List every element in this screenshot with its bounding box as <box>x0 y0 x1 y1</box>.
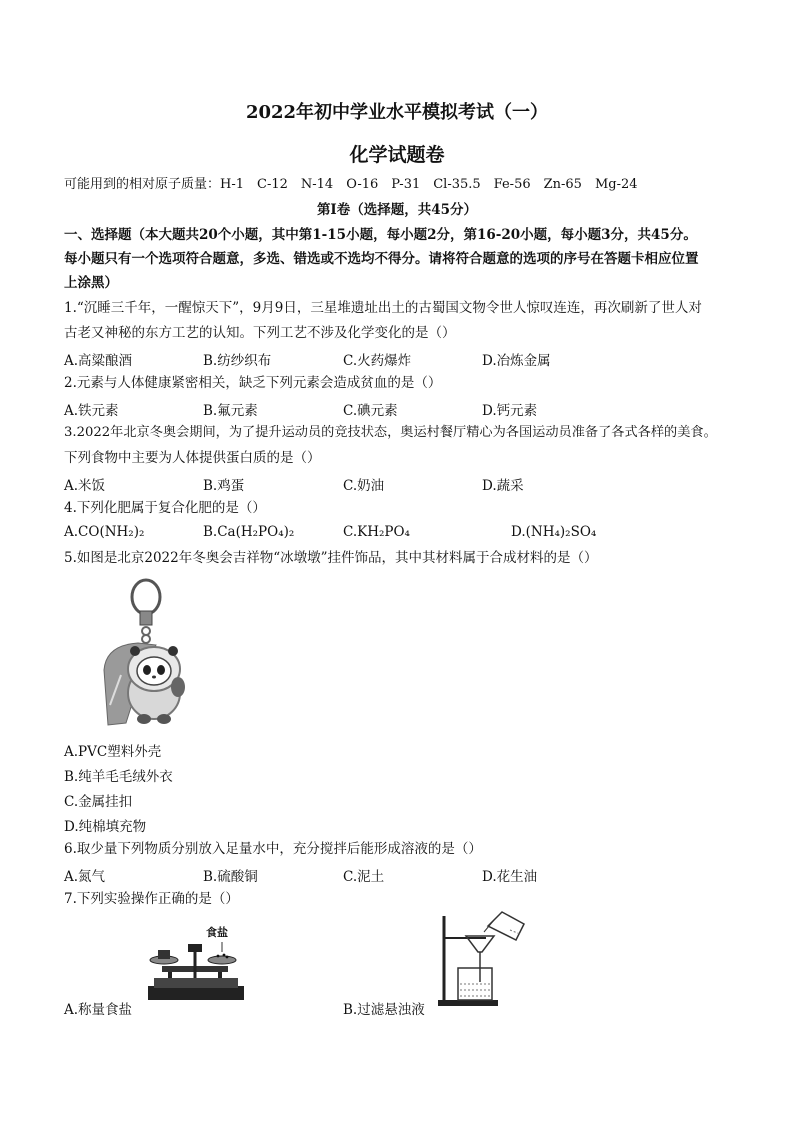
q1-option-c: C.火药爆炸 <box>343 353 412 369</box>
q4-option-b: B.Ca(H₂PO₄)₂ <box>203 524 295 540</box>
balance-scale-diagram <box>140 918 250 1008</box>
q2-option-b: B.氟元素 <box>203 403 258 419</box>
q5-option-a: A.PVC塑料外壳 <box>64 744 162 760</box>
question-2-line-1: 2.元素与人体健康紧密相关，缺乏下列元素会造成贫血的是（） <box>64 375 442 391</box>
question-4-line-1: 4.下列化肥属于复合化肥的是（） <box>64 500 266 516</box>
q7-option-b: B.过滤悬浊液 <box>343 1002 425 1018</box>
question-1-line-2: 古老又神秘的东方工艺的认知。下列工艺不涉及化学变化的是（） <box>64 325 456 341</box>
q6-option-d: D.花生油 <box>482 869 538 885</box>
exam-subtitle: 化学试题卷 <box>349 144 445 166</box>
q6-option-a: A.氮气 <box>64 869 106 885</box>
q4-option-a: A.CO(NH₂)₂ <box>64 524 145 540</box>
question-5-line-1: 5.如图是北京2022年冬奥会吉祥物“冰墩墩”挂件饰品，其中其材料属于合成材料的是（） <box>64 550 598 566</box>
q3-option-a: A.米饭 <box>64 478 106 494</box>
q2-option-c: C.碘元素 <box>343 403 398 419</box>
q4-option-c: C.KH₂PO₄ <box>343 524 410 540</box>
q3-option-d: D.蔬采 <box>482 478 524 494</box>
question-3-line-2: 下列食物中主要为人体提供蛋白质的是（） <box>64 450 321 466</box>
atomic-masses: 可能用到的相对原子质量：H-1 C-12 N-14 O-16 P-31 Cl-35.5 Fe-56 Zn-65 Mg-24 <box>64 177 638 192</box>
q7-option-a: A.称量食盐 <box>64 1002 133 1018</box>
q3-option-c: C.奶油 <box>343 478 385 494</box>
section-header-line-1: 一、选择题（本大题共20个小题，其中第1-15小题，每小题2分，第16-20小题，每小题3分，共45分。 <box>64 227 697 243</box>
part-title: 第Ⅰ卷（选择题，共45分） <box>316 202 478 218</box>
question-3-line-1: 3.2022年北京冬奥会期间，为了提升运动员的竞技状态，奥运村餐厅精心为各国运动员准备了各式各样的美食。 <box>64 425 717 440</box>
section-header-line-2: 每小题只有一个选项符合题意，多选、错选或不选均不得分。请将符合题意的选项的序号在答题卡相应位置 <box>64 251 699 267</box>
q6-option-c: C.泥土 <box>343 869 385 885</box>
question-6-line-1: 6.取少量下列物质分别放入足量水中，充分搅拌后能形成溶液的是（） <box>64 841 482 857</box>
question-7-line-1: 7.下列实验操作正确的是（） <box>64 891 239 907</box>
q5-option-b: B.纯羊毛毛绒外衣 <box>64 769 173 785</box>
exam-title: 2022年初中学业水平模拟考试（一） <box>245 102 549 123</box>
keychain-mascot-image <box>86 575 196 730</box>
question-1-line-1: 1.“沉睡三千年，一醒惊天下”，9月9日，三星堆遗址出土的古蜀国文物令世人惊叹连连，再次刷新了世人对 <box>64 300 702 316</box>
balance-salt-label: 食盐 <box>206 926 228 939</box>
q1-option-d: D.冶炼金属 <box>482 353 551 369</box>
q2-option-d: D.钙元素 <box>482 403 538 419</box>
q1-option-b: B.纺纱织布 <box>203 353 272 369</box>
section-header-line-3: 上涂黑） <box>64 275 118 291</box>
q6-option-b: B.硫酸铜 <box>203 869 258 885</box>
q5-option-c: C.金属挂扣 <box>64 794 133 810</box>
q4-option-d: D.(NH₄)₂SO₄ <box>511 524 597 540</box>
filtration-diagram <box>424 910 534 1010</box>
q3-option-b: B.鸡蛋 <box>203 478 245 494</box>
q2-option-a: A.铁元素 <box>64 403 119 419</box>
q5-option-d: D.纯棉填充物 <box>64 819 147 835</box>
q1-option-a: A.高粱酿酒 <box>64 353 133 369</box>
